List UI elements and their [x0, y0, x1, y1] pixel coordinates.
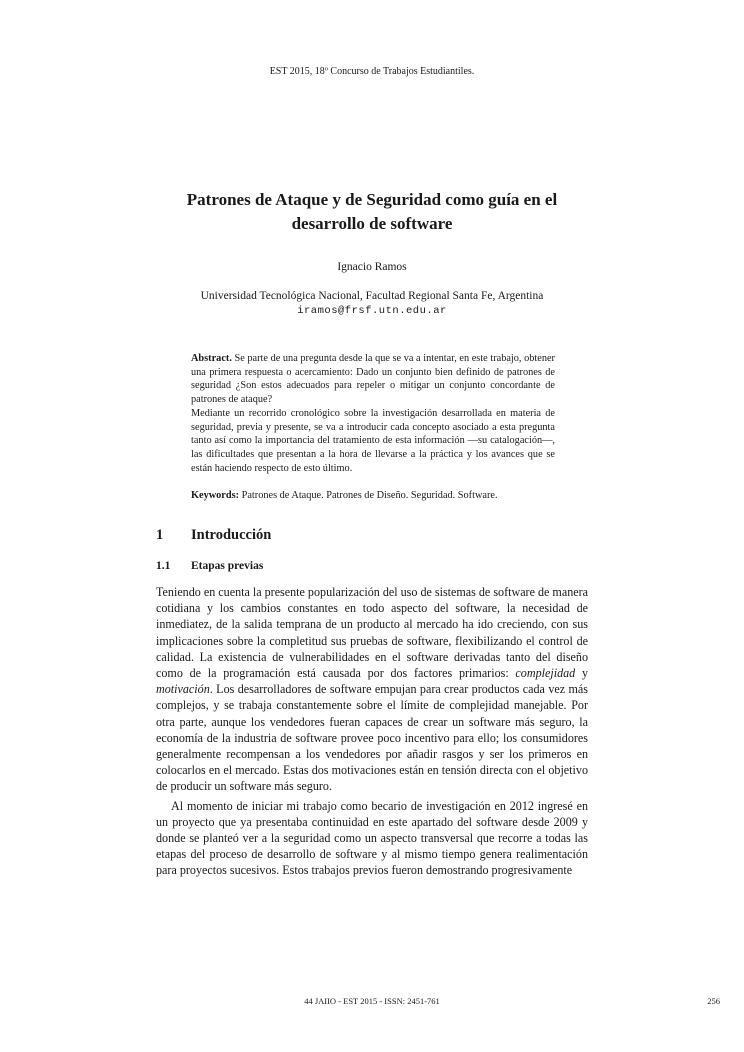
keywords: [191, 490, 555, 501]
paper-title-line-1: Patrones de Ataque y de Seguridad como guía en el: [186, 190, 558, 209]
body-paragraph-1: [156, 584, 588, 795]
page-number: 256: [707, 996, 720, 1006]
body-p1-emphasis-1: complejidad: [515, 666, 576, 681]
body-p1-emphasis-2: motivación: [156, 682, 210, 697]
author-affiliation: Universidad Tecnológica Nacional, Facultad Regional Santa Fe, Argentina: [200, 290, 544, 302]
abstract: [191, 352, 555, 475]
keywords-text: Patrones de Ataque. Patrones de Diseño. Seguridad. Software.: [239, 490, 498, 501]
section-title: Introducción: [191, 527, 272, 543]
subsection-title: Etapas previas: [191, 560, 264, 572]
abstract-paragraph-1: [191, 352, 555, 407]
author-block: [0, 289, 744, 319]
paper-title: [150, 188, 594, 236]
keywords-label: Keywords:: [191, 490, 240, 501]
body-p1-part-a: Teniendo en cuenta la presente popularización del uso de sistemas de software de manera cotidiana y los cambios constantes en todo aspecto del software, la necesidad de inmediatez, de la salida temprana de un producto al mercado ha ido creciendo, con sus implicaciones sobre la completitud sus pruebas de software, flexibilizando el control de calidad. La existencia de vulnerabilidades en el software derivadas tanto del diseño como de la programación está causada por dos factores primarios:: [156, 585, 589, 681]
abstract-label: Abstract.: [191, 353, 232, 364]
author-name: Ignacio Ramos: [337, 261, 407, 273]
subsection-number: 1.1: [156, 560, 171, 572]
author-email: iramos@frsf.utn.edu.ar: [297, 305, 447, 317]
abstract-paragraph-2: Mediante un recorrido cronológico sobre la investigación desarrollada en materia de seguridad, previa y presente, se va a introducir cada concepto asociado a esta pregunta tanto así como la importancia del tratamiento de esta información —su catalogación—, las dificultades que presentan a la hora de llevarse a la práctica y los avances que se están haciendo respecto de esto último.: [191, 407, 555, 474]
section-heading: [156, 527, 271, 544]
running-header: EST 2015, 18º Concurso de Trabajos Estudiantiles.: [269, 66, 475, 77]
section-number: 1: [156, 527, 164, 543]
subsection-heading: [156, 560, 263, 572]
body-text: [156, 584, 588, 879]
body-p1-part-b: y: [575, 666, 588, 681]
page-footer: 44 JAIIO - EST 2015 - ISSN: 2451-761: [304, 996, 440, 1006]
abstract-text-1: Se parte de una pregunta desde la que se va a intentar, en este trabajo, obtener una primera respuesta o acercamiento: Dado un conjunto bien definido de patrones de seguridad ¿Son estos adecuados para repeler o mitigar un conjunto concordante de patrones de ataque?: [191, 353, 555, 406]
paper-title-line-2: desarrollo de software: [291, 214, 453, 233]
body-p1-part-c: . Los desarrolladores de software empujan para crear productos cada vez más complejos, y se trabaja constantemente sobre el límite de complejidad manejable. Por otra parte, aunque los vendedores fueran capaces de crear un software más seguro, la economía de la industria de software provee poco incentivo para ello; los consumidores generalmente recompensan a los vendedores por añadir rasgos y ser los primeros en colocarlos en el mercado. Estas dos motivaciones están en tensión directa con el objetivo de producir un software más seguro.: [156, 682, 588, 794]
body-paragraph-2: Al momento de iniciar mi trabajo como becario de investigación en 2012 ingresé en un proyecto que ya presentaba continuidad en este apartado del software desde 2009 y donde se planteó ver a la seguridad como un aspecto transversal que recorre a todas las etapas del proceso de desarrollo de software y al mismo tiempo genera realimentación para proyectos sucesivos. Estos trabajos previos fueron demostrando progresivamente: [156, 798, 588, 878]
